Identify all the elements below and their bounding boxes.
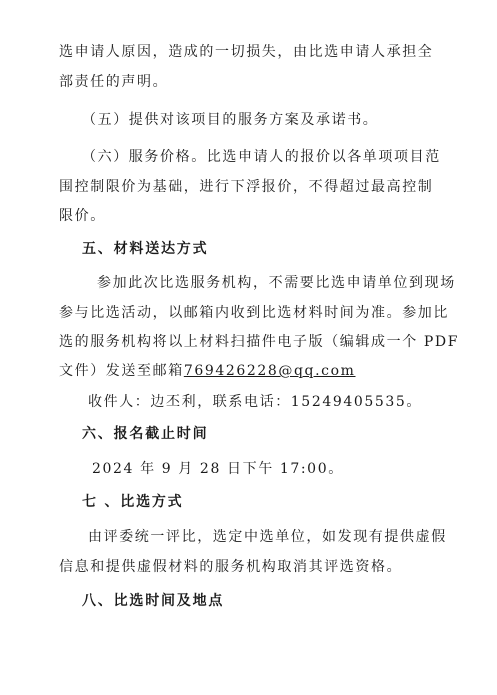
body-text-line: [59, 362, 356, 380]
body-text-line: （五）提供对该项目的服务方案及承诺书。: [82, 112, 379, 128]
deadline-text: 2024 年 9 月 28 日下午 17:00。: [92, 461, 344, 477]
email-prefix: 文件）发送至邮箱: [59, 363, 184, 379]
section-heading-5: 五、材料送达方式: [82, 241, 209, 257]
body-text-line: 参加此次比选服务机构，不需要比选申请单位到现场: [97, 275, 456, 291]
body-text-line: 选的服务机构将以上材料扫描件电子版（编辑成一个 PDF: [59, 334, 460, 350]
body-text-line: 选申请人原因，造成的一切损失，由比选申请人承担全: [59, 44, 434, 60]
body-text-line: 部责任的声明。: [59, 74, 169, 90]
body-text-line: 围控制限价为基础，进行下浮报价，不得超过最高控制: [59, 179, 434, 195]
section-heading-8: 八、比选时间及地点: [82, 593, 225, 609]
section-heading-6: 六、报名截止时间: [82, 426, 209, 442]
body-text-line: 参与比选活动，以邮箱内收到比选材料时间为准。参加比: [59, 305, 449, 321]
body-text-line: 限价。: [59, 208, 106, 224]
body-text-line: 信息和提供虚假材料的服务机构取消其评选资格。: [59, 559, 403, 575]
body-text-line: （六）服务价格。比选申请人的报价以各单项项目范: [82, 149, 441, 165]
body-text-line: 由评委统一评比，选定中选单位，如发现有提供虚假: [88, 529, 447, 545]
email-link[interactable]: 769426228@qq.com: [183, 363, 356, 379]
section-heading-7: 七 、比选方式: [82, 494, 184, 510]
contact-line: 收件人：边丕利，联系电话：15249405535。: [88, 394, 422, 410]
